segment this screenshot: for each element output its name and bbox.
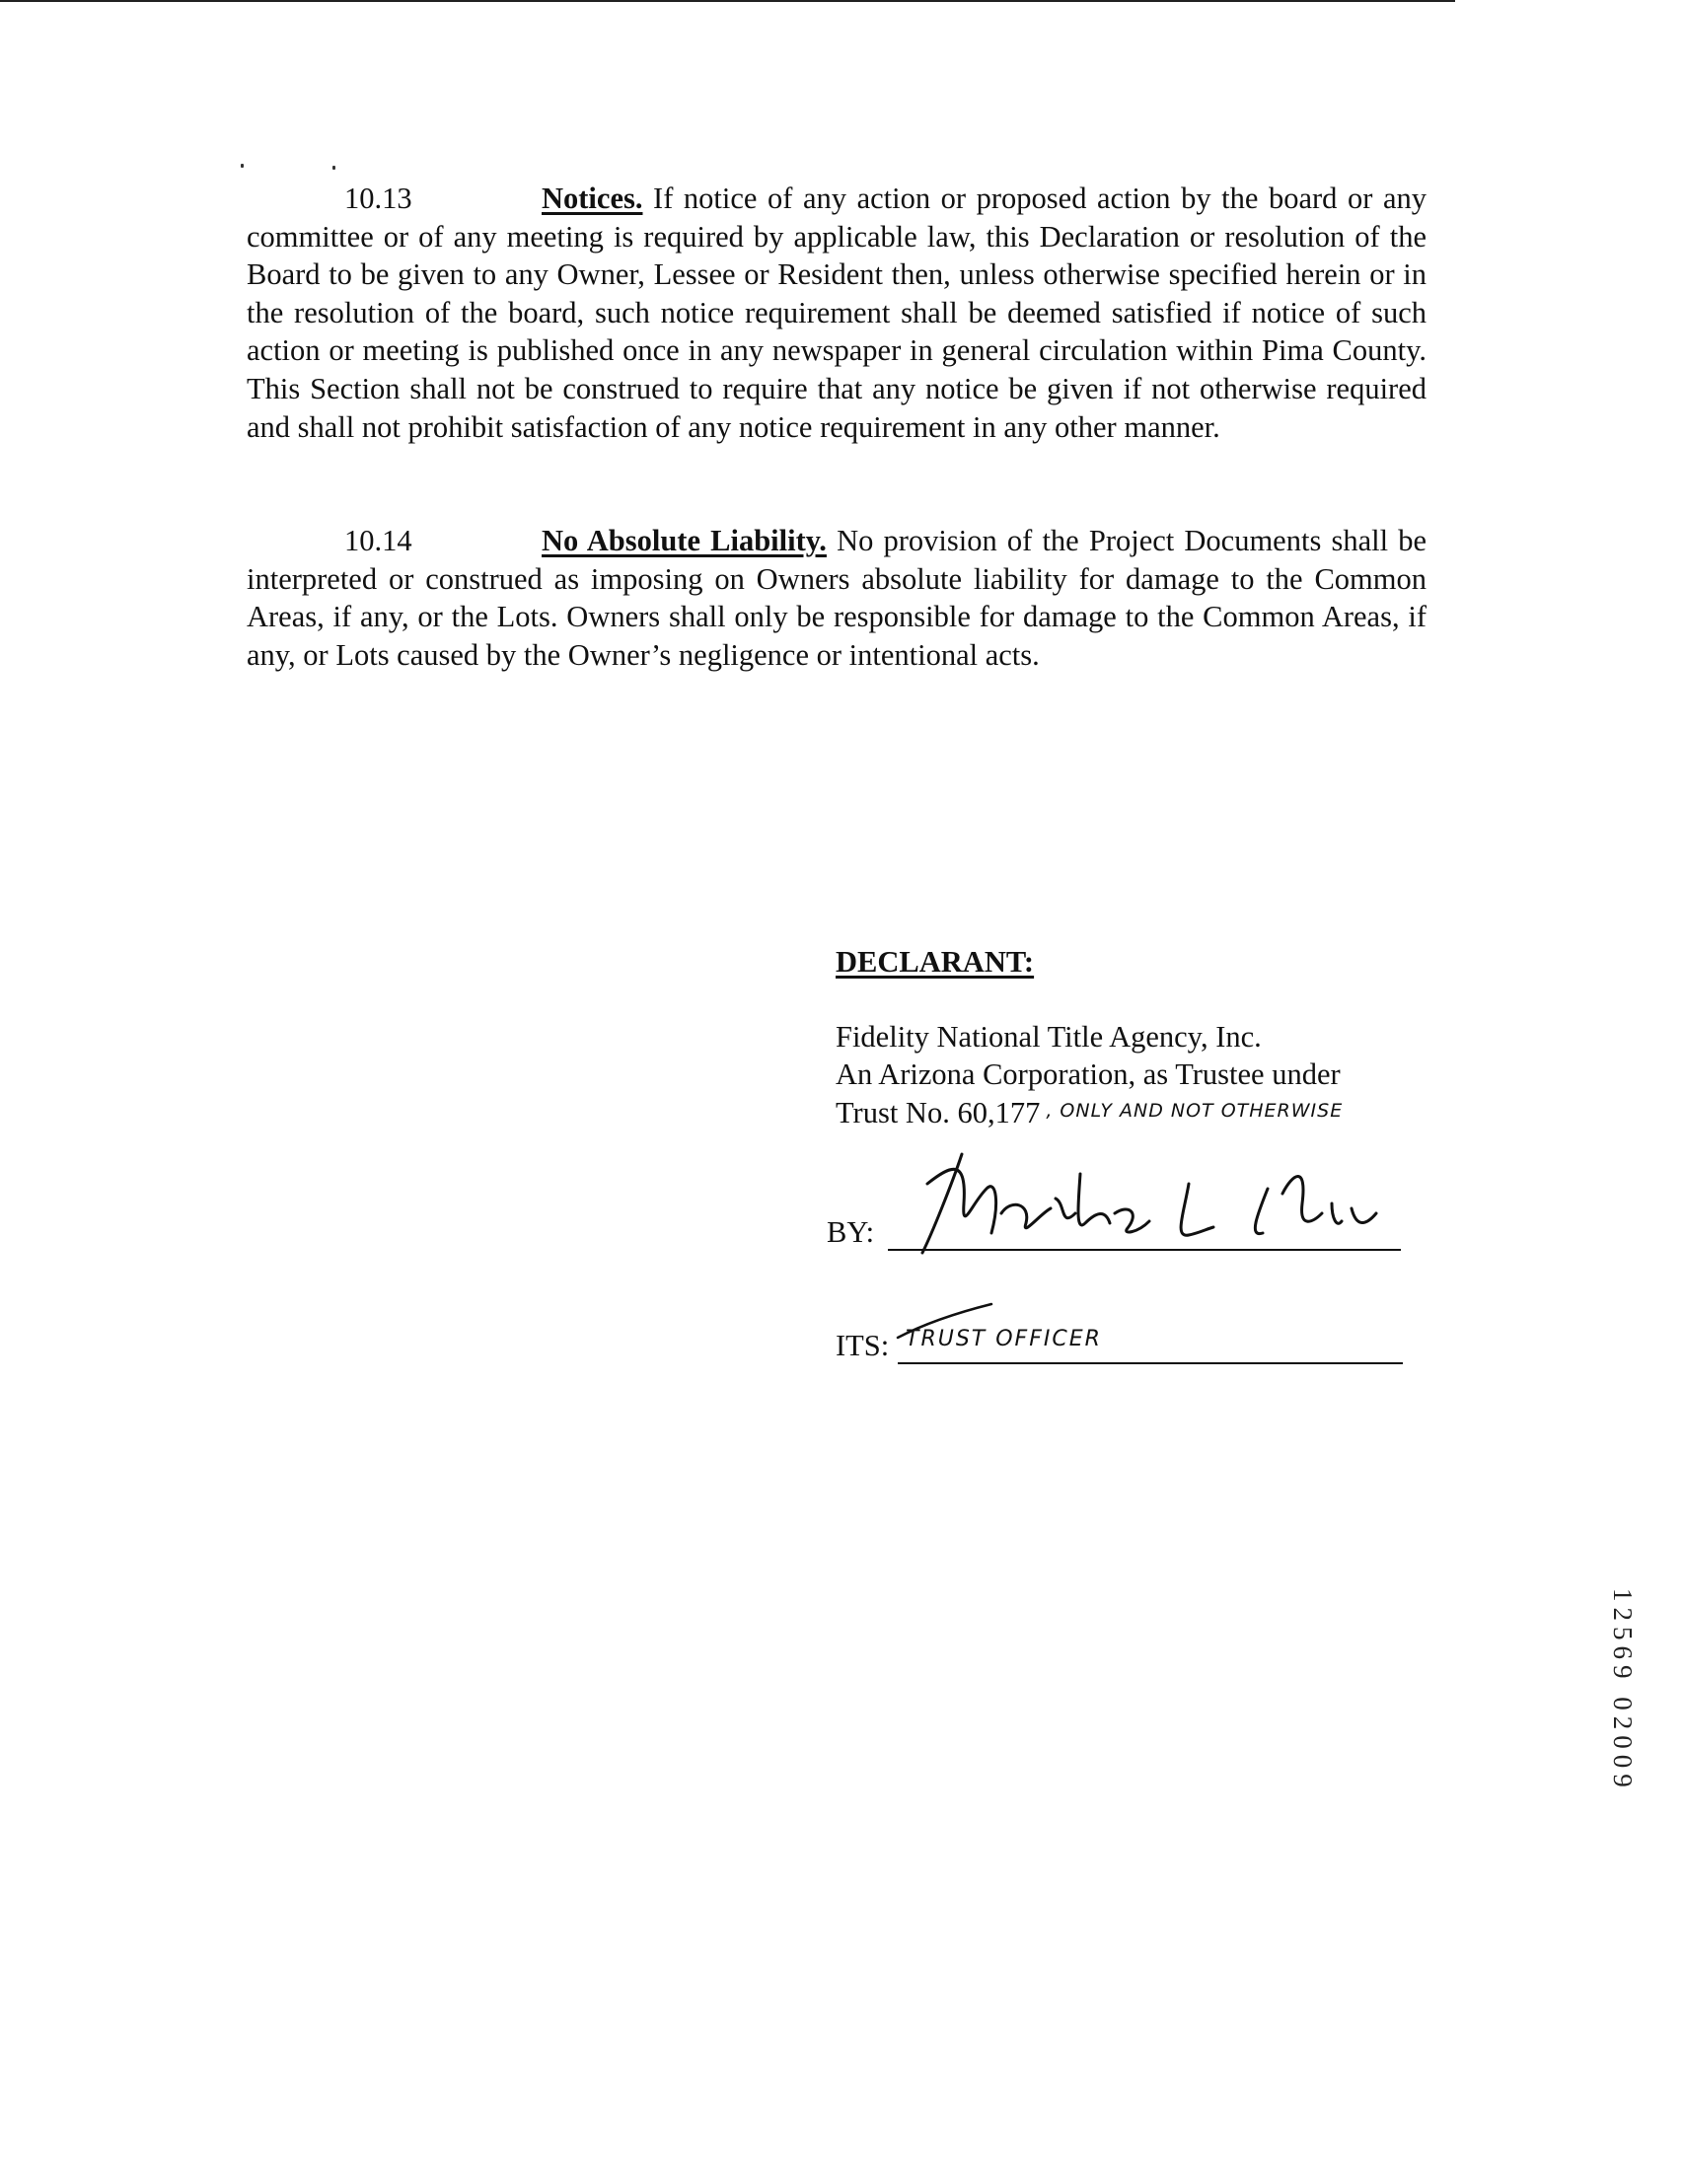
declarant-trust-line [836, 1093, 1343, 1132]
section-heading: No Absolute Liability. [542, 524, 827, 557]
declarant-company: Fidelity National Title Agency, Inc. [836, 1020, 1262, 1054]
declarant-block [836, 1019, 1343, 1132]
declarant-corporation: An Arizona Corporation, as Trustee under [836, 1056, 1341, 1091]
section-number: 10.13 [344, 182, 412, 215]
scan-speck [332, 166, 335, 170]
its-title-line [898, 1362, 1403, 1364]
side-document-number: 12569 02009 [1608, 1588, 1638, 1793]
section-10-13 [247, 180, 1427, 446]
by-label: BY: [827, 1215, 875, 1249]
its-label: ITS: [836, 1329, 890, 1362]
scan-edge-line [0, 0, 1455, 2]
section-body: No provision of the Project Documents shall be interpreted or construed as imposing on Owners absolute liability for damage to the Common Areas, if any, or the Lots. Owners shall only be responsible for damage to the Common Areas, if any, or Lots caused by the Owner’s negligence or intentional acts. [247, 524, 1427, 672]
declarant-title: DECLARANT: [836, 945, 1035, 979]
handwritten-signature [893, 1144, 1406, 1263]
declarant-trust-number: Trust No. 60,177 [836, 1096, 1041, 1129]
section-heading: Notices. [542, 182, 643, 215]
handwritten-title: TRUST OFFICER [906, 1327, 1102, 1351]
section-body: If notice of any action or proposed action by the board or any committee or of any meeting is required by applicable law, this Declaration or resolution of the Board to be given to any Owner, Lessee or Resident then, unless otherwise specified herein or in the resolution of the board, such notice requirement shall be deemed satisfied if notice of such action or meeting is published once in any newspaper in general circulation within Pima County. This Section shall not be construed to require that any notice be given if not otherwise required and shall not prohibit satisfaction of any notice requirement in any other manner. [247, 182, 1427, 444]
section-number: 10.14 [344, 524, 412, 557]
scan-speck [241, 164, 244, 168]
section-10-14 [247, 522, 1427, 674]
handwritten-note: , ONLY AND NOT OTHERWISE [1046, 1100, 1344, 1122]
